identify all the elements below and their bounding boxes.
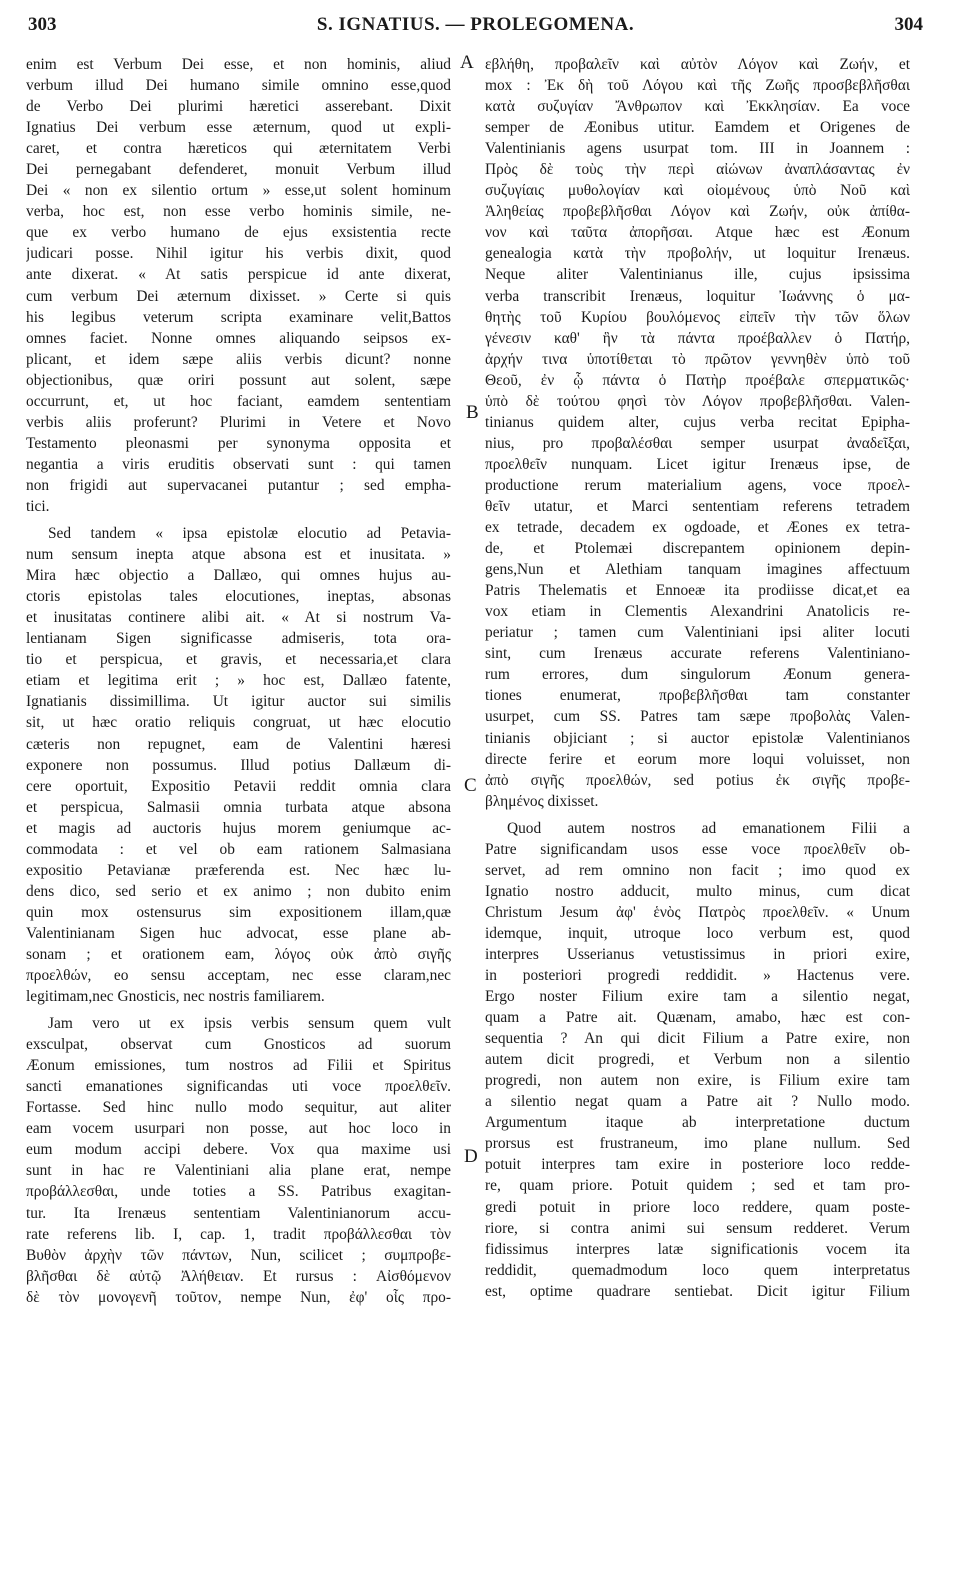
text-line: usurpet, cum SS. Patres tam sæpe προβολὰς Valen- xyxy=(485,708,910,726)
text-line: θεῖν utatur, et Marci sententiam referens tetradem xyxy=(485,497,910,515)
text-line: Christum Jesum ἀφ' ἑνὸς Πατρὸς προελθεῖν. « Unum xyxy=(485,903,910,921)
text-line: legitimam,nec Gnosticis, nec nostris familiarem. xyxy=(26,988,325,1006)
text-line: Æonum emissiones, tum nostros ad Filii et Spiritus xyxy=(26,1057,451,1075)
margin-marker-a: A xyxy=(460,52,474,73)
text-line: caret, et contra hæreticos qui æternitatem Verbi xyxy=(26,140,451,158)
text-line: ante dixerat. « At satis perspicue id ante dixerat, xyxy=(26,266,451,284)
text-line: sequentia ? An qui dicit Filium a Patre exire, non xyxy=(485,1030,910,1048)
text-line: Ergo noster Filium exire tam a silentio negat, xyxy=(485,988,910,1006)
text-line: Θεοῦ, ἐν ᾧ πάντα ὁ Πατὴρ προέβαλε σπερματικῶς· xyxy=(485,371,910,389)
text-line: reddidit, quemadmodum loco quem interpretatus xyxy=(485,1261,910,1279)
text-line: commodata : et vel ob eam rationem Salmasiana xyxy=(26,840,451,858)
text-line: vox etiam in Clementis Alexandrini Anatolicis re- xyxy=(485,603,910,621)
text-line: Dei « non ex silentio ortum » esse,ut solent hominum xyxy=(26,182,451,200)
text-line: negantia a viris eruditis observati sunt : qui tamen xyxy=(26,455,451,473)
text-line: interpres Usserianus vetustissimus in priori exire, xyxy=(485,945,910,963)
text-line: quam a Patre ait. Quænam, amabo, hæc est con- xyxy=(485,1009,910,1027)
text-line: periatur ; tamen cum Valentiniani ipsi aliter locuti xyxy=(485,624,910,642)
text-line: productione rerum materialium agens, voce προελ- xyxy=(485,476,910,494)
text-line: rum errores, dum singulorum Æonum genera- xyxy=(485,666,910,684)
left-column xyxy=(26,54,451,1308)
margin-marker-d: D xyxy=(464,1146,478,1167)
text-line: Patre significandam usos esse voce προελθεῖν ob- xyxy=(485,840,910,858)
text-line: dens dico, sed serio et ex animo ; non dubito enim xyxy=(26,882,451,900)
text-line: προελθεῖν nunquam. Licet igitur Irenæus ipse, de xyxy=(485,455,910,473)
text-line: Mira hæc objectio a Dallæo, qui omnes hujus au- xyxy=(26,567,451,585)
text-line: cæteris non repugnet, eam de Valentini hæresi xyxy=(26,735,451,753)
text-line: semper de Æonibus utitur. Eamdem et Origenes de xyxy=(485,119,910,137)
text-line: Jam vero ut ex ipsis verbis sensum quem vult xyxy=(48,1015,451,1033)
text-line: plicant, et idem sæpe aliis verbis dicunt? nonne xyxy=(26,350,451,368)
text-line: ctoris epistolas tales elocutiones, ineptas, absonas xyxy=(26,588,451,606)
text-line: tio et perspicua, et gravis, et necessaria,et clara xyxy=(26,651,451,669)
text-line: num sensum inepta atque absona est et inusitata. » xyxy=(26,546,451,564)
text-line: his legibus veterum scripta examinare velit,Battos xyxy=(26,308,451,326)
text-line: prorsus est frustraneum, imo plane nullum. Sed xyxy=(485,1135,910,1153)
text-line: Βυθὸν ἀρχὴν τῶν πάντων, Nun, scilicet ; συμπροβε- xyxy=(26,1246,451,1264)
text-line: nius, pro προβαλέσθαι semper usurpat ἀναδεῖξαι, xyxy=(485,434,910,452)
text-line: δὲ τὸν μονογενῆ τοῦτον, nempe Nun, ἐφ' οἷς προ- xyxy=(26,1288,451,1306)
text-line: exsculpat, observat cum Gnosticos ad suorum xyxy=(26,1036,451,1054)
text-line: verbum illud Dei humano simile omnino esse,quod xyxy=(26,77,451,95)
text-line: rate referens lib. I, cap. 1, tradit προβάλλεσθαι τὸν xyxy=(26,1225,451,1243)
text-line: sunt in hac re Valentiniani alia plane erat, nempe xyxy=(26,1162,451,1180)
text-line: Sed tandem « ipsa epistolæ elocutio ad Petavia- xyxy=(48,525,451,543)
text-line: tinianus quidem alter, cujus verba recitat Epipha- xyxy=(485,413,910,431)
text-line: Quod autem nostros ad emanationem Filii a xyxy=(507,819,910,837)
text-line: verba, hoc est, non esse verbo hominis simile, ne- xyxy=(26,203,451,221)
text-line: ὑπὸ δὲ τούτου φησὶ τὸν Λόγον προβεβλῆσθαι. Valen- xyxy=(485,392,910,410)
text-line: de Verbo Dei plurimi hæretici asserebant. Dixit xyxy=(26,98,451,116)
text-line: exponere non possumus. Illud potius Dallæum di- xyxy=(26,756,451,774)
text-line: Fortasse. Sed hinc nullo modo sequitur, aut aliter xyxy=(26,1099,451,1117)
text-line: lentianam Sigen significasse admiseris, tota ora- xyxy=(26,630,451,648)
text-line: γένεσιν καθ' ἣν τὰ πάντα προέβαλλεν ὁ Πατήρ, xyxy=(485,329,910,347)
text-line: Dei pernegabant defenderet, monuit Verbum illud xyxy=(26,161,451,179)
text-line: a silentio negat quam a Patre ait ? Nullo modo. xyxy=(485,1093,910,1111)
text-line: συζυγίαις μυθολογίαν καὶ οἰομένους ὑπὸ Νοῦ καὶ xyxy=(485,182,910,200)
text-line: de, et Ptolemæi discrepantem opinionem depin- xyxy=(485,540,910,558)
text-line: idemque, inquit, utroque loco verbum est, quod xyxy=(485,924,910,942)
text-line: eum modum accipi debere. Vox qua maxime usi xyxy=(26,1141,451,1159)
text-line: ἀρχήν τινα ὑποτίθεται τὸ πρῶτον γεννηθὲν ὑπὸ τοῦ xyxy=(485,350,910,368)
text-line: Ἀληθείας προβεβλῆσθαι Λόγον καὶ Ζωήν, οὐκ ἀπίθα- xyxy=(485,203,910,221)
running-header xyxy=(28,14,923,48)
text-line: sonam ; et orationem eam, λόγος οὐκ ἀπὸ σιγῆς xyxy=(26,945,451,963)
text-line: sit, ut hæc oratio reliquis congruat, ut hæc elocutio xyxy=(26,714,451,732)
margin-marker-b: B xyxy=(466,402,479,423)
text-line: riore, si contra animi sui sensum redderet. Verum xyxy=(485,1219,910,1237)
text-line: Patris Thelematis et Ennoeæ ita prodiisse dicat,et ea xyxy=(485,582,910,600)
text-line: que ex verbo humano de ejus exsistentia recte xyxy=(26,224,451,242)
text-line: objectionibus, quæ oriri possunt aut solent, sæpe xyxy=(26,371,451,389)
text-line: in posteriori progredi reddidit. » Hactenus vere. xyxy=(485,967,910,985)
text-line: tiones enumerat, προβεβλῆσθαι tam constanter xyxy=(485,687,910,705)
text-line: potuit interpres tam exire in posteriore loco redde- xyxy=(485,1156,910,1174)
text-line: ex tetrade, decadem ex ogdoade, et Æones ex tetra- xyxy=(485,519,910,537)
text-line: verba transcribit Irenæus, loquitur Ἰωάννης ὁ μα- xyxy=(485,287,910,305)
text-line: Ignatio nostro adducit, multo minus, cum dicat xyxy=(485,882,910,900)
text-line: servet, ad rem omnino non facit ; imo quod ex xyxy=(485,861,910,879)
text-line: non frigidi aut supervacanei putantur ; sed empha- xyxy=(26,476,451,494)
text-line: Ignatianis dissimillima. Ut igitur auctor sui similis xyxy=(26,693,451,711)
text-line: προελθών, eo sensu acceptam, nec esse claram,nec xyxy=(26,967,451,985)
margin-marker-c: C xyxy=(464,775,477,796)
text-line: gredi potuit in priore loco reddere, quam poste- xyxy=(485,1198,910,1216)
text-line: tici. xyxy=(26,497,50,515)
text-line: et perspicua, Salmasii omnia turbata atque absona xyxy=(26,798,451,816)
right-column xyxy=(485,54,910,1302)
text-line: βλῆσθαι δὲ αὐτῷ Ἀλήθειαν. Et rursus : Αἰσθόμενον xyxy=(26,1267,451,1285)
text-line: occurrunt, et, ut hoc faciant, eamdem sententiam xyxy=(26,392,451,410)
text-line: verbis aliis proferunt? Plurimi in Vetere et Novo xyxy=(26,413,451,431)
text-line: gens,Nun et Alethiam tanquam imagines affectuum xyxy=(485,561,910,579)
text-line: progredi, non autem non exire, is Filium exire tam xyxy=(485,1072,910,1090)
text-line: re, quam priore. Potuit quidem ; sed et tam pro- xyxy=(485,1177,910,1195)
text-line: genealogia κατὰ τὴν προβολήν, ut loquitur Irenæus. xyxy=(485,245,910,263)
text-line: sancti emanationes significandas uti voce προελθεῖν. xyxy=(26,1078,451,1096)
text-line: cum verbum Dei æternum dixisset. » Certe si quis xyxy=(26,287,451,305)
text-line: etiam et legitima erit ; » hoc est, Dallæo fatente, xyxy=(26,672,451,690)
text-line: Valentinianis agens usurpat tom. III in Joannem : xyxy=(485,140,910,158)
text-line: βλημένος dixisset. xyxy=(485,792,599,810)
text-line: fidissimus interpres latæ significationis vocem ita xyxy=(485,1240,910,1258)
text-line: θητὴς τοῦ Κυρίου βουλόμενος εἰπεῖν τὴν τῶν ὅλων xyxy=(485,308,910,326)
page-number-left: 303 xyxy=(28,14,57,35)
text-line: ἀπὸ σιγῆς προελθών, sed potius ἐκ σιγῆς προβε- xyxy=(485,771,910,789)
text-line: Ignatius Dei verbum esse æternum, quod ut expli- xyxy=(26,119,451,137)
text-line: Πρὸς δὲ τοὺς τὴν περὶ αἰώνων ἀναπλάσαντας ἐν xyxy=(485,161,910,179)
text-line: κατὰ συζυγίαν Ἄνθρωπον καὶ Ἐκκλησίαν. Ea voce xyxy=(485,98,910,116)
text-line: est, optime quadrare sentiebat. Dicit igitur Filium xyxy=(485,1282,910,1300)
text-line: quin mox ostensurus sim expositionem illam,quæ xyxy=(26,903,451,921)
text-line: et inusitatas continere alibi ait. « At si nostrum Va- xyxy=(26,609,451,627)
text-line: Neque aliter Valentinianus ille, cujus ipsissima xyxy=(485,266,910,284)
text-line: eam vocem usurpari non posse, aut hoc loco in xyxy=(26,1120,451,1138)
text-line: νον καὶ ταῦτα ἀπορῆσαι. Atque hæc est Æonum xyxy=(485,224,910,242)
text-line: Testamento pleonasmi per synonyma opposita et xyxy=(26,434,451,452)
text-line: directe ferire et eorum more loqui voluisset, non xyxy=(485,750,910,768)
running-title: S. IGNATIUS. — PROLEGOMENA. xyxy=(316,14,635,35)
text-line: enim est Verbum Dei esse, et non hominis, aliud xyxy=(26,56,451,73)
text-line: Valentinianam Sigen huc advocat, esse plane ab- xyxy=(26,924,451,942)
text-line: expositio Petavianæ præferenda est. Nec hæc lu- xyxy=(26,861,451,879)
text-line: προβάλλεσθαι, unde toties a SS. Patribus exagitan- xyxy=(26,1183,451,1201)
text-line: omnes faciet. Nonne omnes aliquando seipsos ex- xyxy=(26,329,451,347)
text-line: et magis ad auctoris hujus morem geniumque ac- xyxy=(26,819,451,837)
page-number-right: 304 xyxy=(894,14,923,35)
text-line: Argumentum itaque ab interpretatione ductum xyxy=(485,1114,910,1132)
text-line: mox : Ἐκ δὴ τοῦ Λόγου καὶ τῆς Ζωῆς προσβεβλῆσθαι xyxy=(485,77,910,95)
text-line: autem dicit progredi, et Verbum non a silentio xyxy=(485,1051,910,1069)
text-line: cere oportuit, Expositio Petavii reddit omnia clara xyxy=(26,777,451,795)
text-line: εβλήθη, προβαλεῖν καὶ αὐτὸν Λόγον καὶ Ζωήν, et xyxy=(485,56,910,73)
text-line: judicari posse. Nihil igitur his verbis dixit, quod xyxy=(26,245,451,263)
text-line: tur. Ita Irenæus sententiam Valentinianorum accu- xyxy=(26,1204,451,1222)
text-line: sint, cum Irenæus accurate referens Valentiniano- xyxy=(485,645,910,663)
text-line: tinianis objiciant ; si auctor epistolæ Valentinianos xyxy=(485,729,910,747)
